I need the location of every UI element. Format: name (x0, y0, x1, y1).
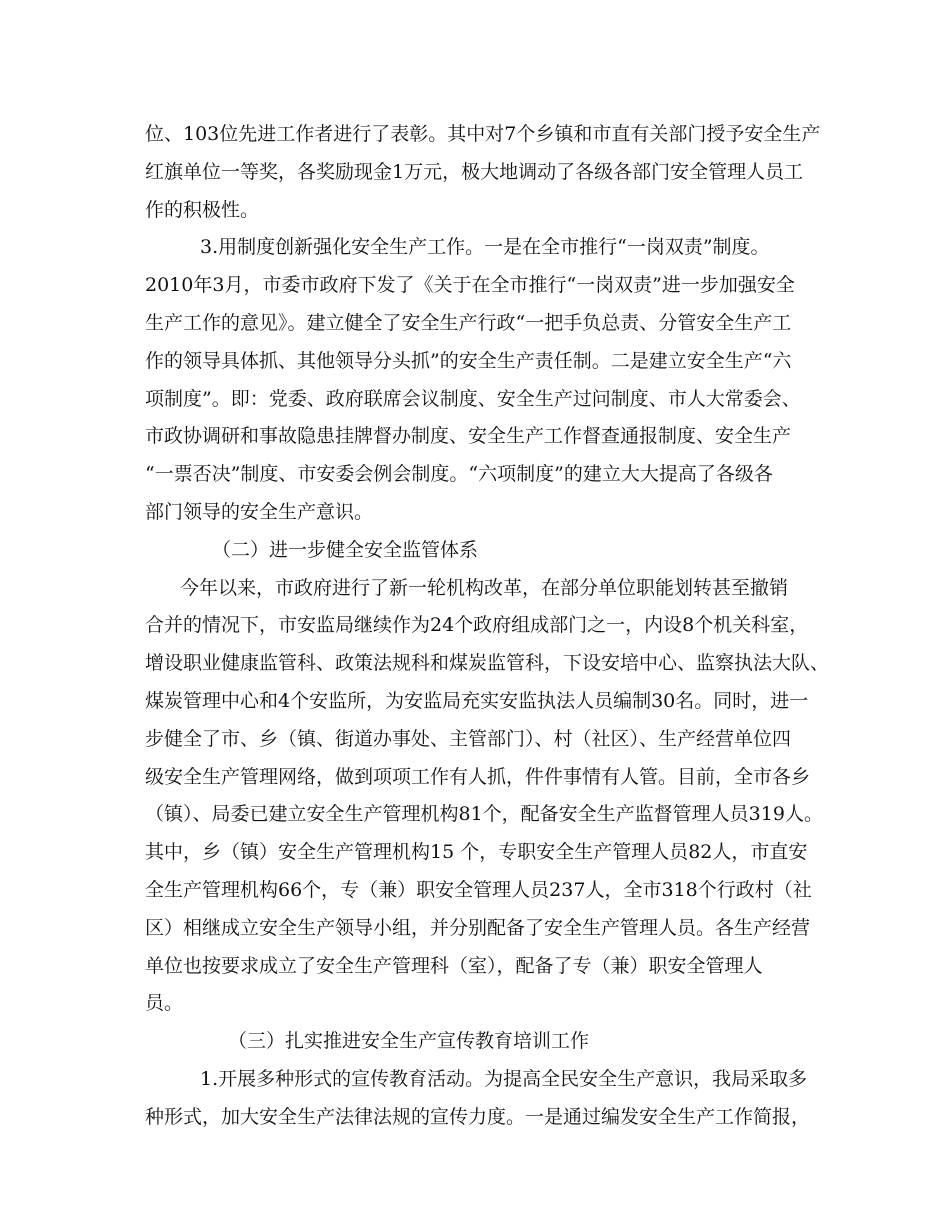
paragraph-line: （镇）、局委已建立安全生产管理机构81个，配备安全生产监督管理人员319人。 (145, 803, 823, 825)
paragraph-line: 种形式，加大安全生产法律法规的宣传力度。一是通过编发安全生产工作简报， (145, 1106, 811, 1128)
paragraph-line: 全生产管理机构66个，专（兼）职安全管理人员237人，全市318个行政村（社 (145, 879, 812, 901)
paragraph-line: 级安全生产管理网络，做到项项工作有人抓，件件事情有人管。目前，全市各乡 (145, 766, 811, 788)
paragraph-line: 员。 (145, 992, 184, 1014)
section-heading: （二）进一步健全安全监管体系 (212, 539, 479, 561)
paragraph-line: 市政协调研和事故隐患挂牌督办制度、安全生产工作督查通报制度、安全生产 (145, 425, 792, 447)
paragraph-line: 生产工作的意见》。建立健全了安全生产行政“一把手负总责、分管安全生产工 (145, 312, 792, 334)
paragraph-line: 3.用制度创新强化安全生产工作。一是在全市推行“一岗双责”制度。 (200, 236, 770, 258)
paragraph-line: 红旗单位一等奖，各奖励现金1万元，极大地调动了各级各部门安全管理人员工 (145, 161, 804, 183)
paragraph-line: 项制度”。即：党委、政府联席会议制度、安全生产过问制度、市人大常委会、 (145, 388, 801, 410)
paragraph-line: 步健全了市、乡（镇、街道办事处、主管部门）、村（社区）、生产经营单位四 (145, 728, 792, 750)
paragraph-line: 部门领导的安全生产意识。 (145, 501, 374, 523)
paragraph-line: 其中，乡（镇）安全生产管理机构15 个，专职安全生产管理人员82人，市直安 (145, 841, 808, 863)
paragraph-line: 作的领导具体抓、其他领导分头抓”的安全生产责任制。二是建立安全生产“六 (145, 350, 792, 372)
paragraph-line: “一票否决”制度、市安委会例会制度。“六项制度”的建立大大提高了各级各 (145, 463, 773, 485)
paragraph-line: 增设职业健康监管科、政策法规科和煤炭监管科，下设安培中心、监察执法大队、 (145, 652, 830, 674)
paragraph-line: 今年以来，市政府进行了新一轮机构改革，在部分单位职能划转甚至撤销 (180, 577, 789, 599)
paragraph-line: 作的积极性。 (145, 199, 260, 221)
paragraph-line: 位、103位先进工作者进行了表彰。其中对7个乡镇和市直有关部门授予安全生产 (145, 123, 821, 145)
paragraph-line: 1.开展多种形式的宣传教育活动。为提高全民安全生产意识，我局采取多 (200, 1068, 808, 1090)
section-heading: （三）扎实推进安全生产宣传教育培训工作 (228, 1030, 590, 1052)
paragraph-line: 区）相继成立安全生产领导小组，并分别配备了安全生产管理人员。各生产经营 (145, 917, 811, 939)
paragraph-line: 煤炭管理中心和4个安监所，为安监局充实安监执法人员编制30名。同时，进一 (145, 690, 809, 712)
paragraph-line: 2010年3月，市委市政府下发了《关于在全市推行“一岗双责”进一步加强安全 (145, 274, 795, 296)
paragraph-line: 合并的情况下，市安监局继续作为24个政府组成部门之一，内设8个机关科室， (145, 614, 809, 636)
paragraph-line: 单位也按要求成立了安全生产管理科（室），配备了专（兼）职安全管理人 (145, 955, 763, 977)
